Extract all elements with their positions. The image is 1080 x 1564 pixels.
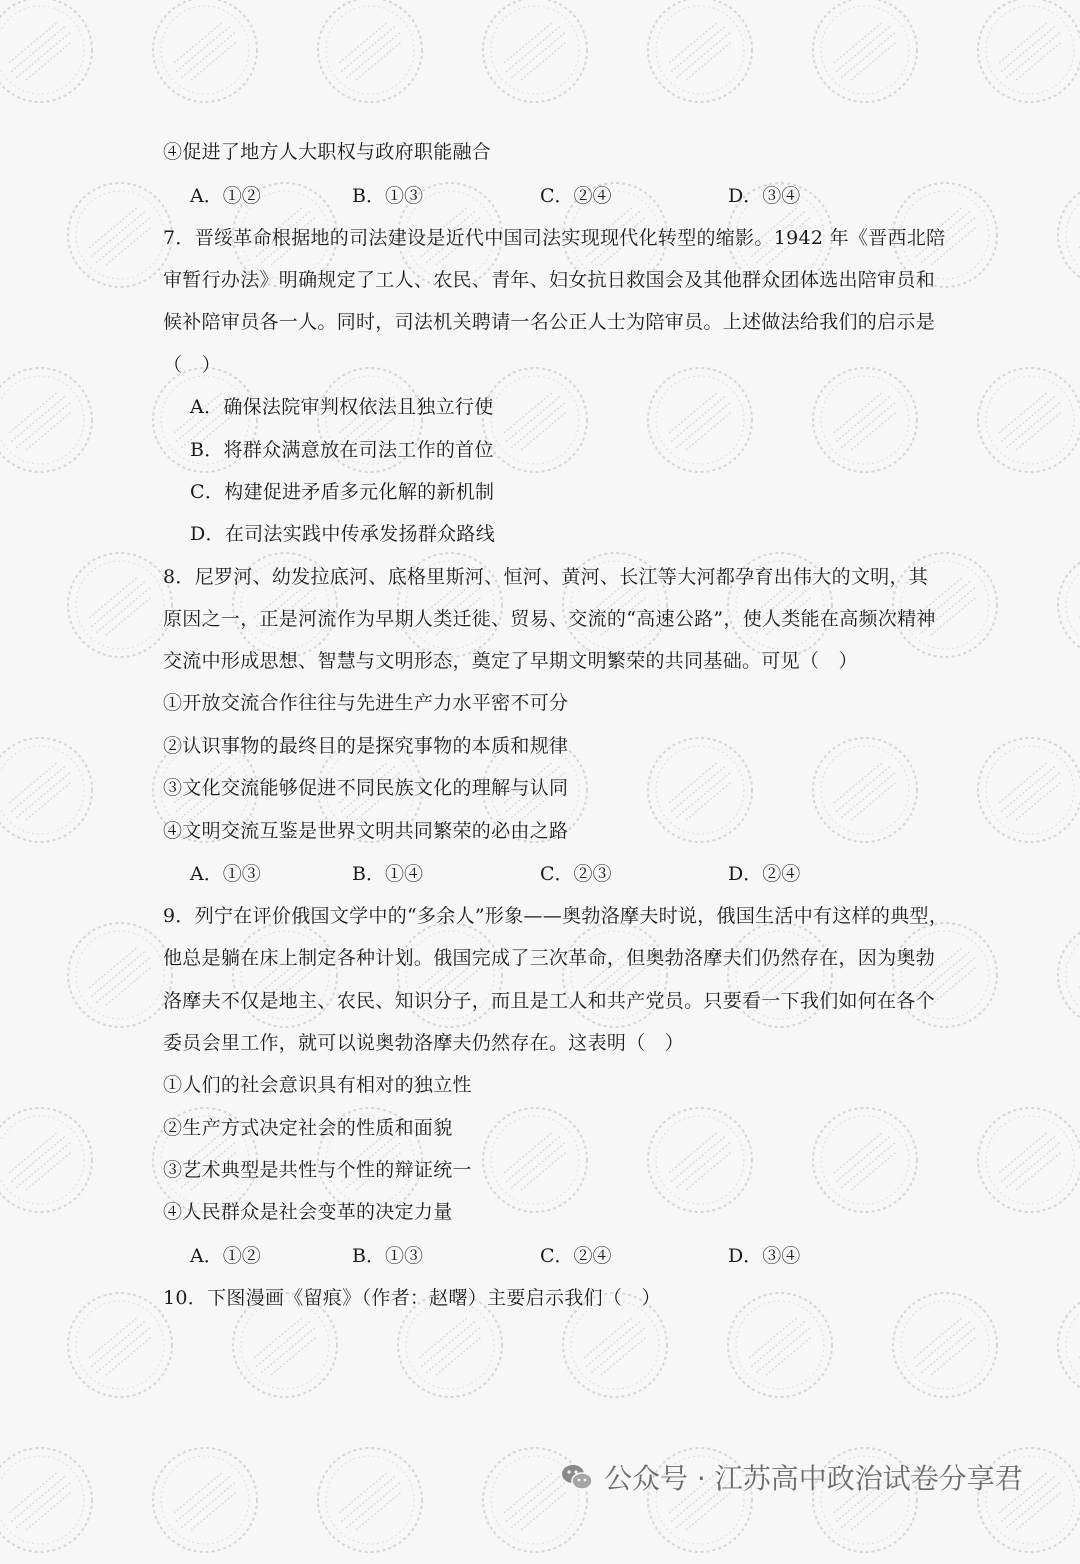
q8-item-4: ④文明交流互鉴是世界文明共同繁荣的必由之路: [163, 820, 569, 842]
q9-item-4: ④人民群众是社会变革的决定力量: [163, 1201, 453, 1223]
q6-option-d: D．③④: [728, 185, 801, 207]
q7-option-d: D．在司法实践中传承发扬群众路线: [190, 523, 496, 545]
q8-item-2: ②认识事物的最终目的是探究事物的本质和规律: [163, 735, 569, 757]
q7-option-b: B．将群众满意放在司法工作的首位: [190, 439, 494, 461]
q7-stem-line-4: （ ）: [163, 354, 221, 376]
q7-stem-line-2: 审暂行办法》明确规定了工人、农民、青年、妇女抗日救国会及其他群众团体选出陪审员和: [163, 269, 936, 291]
q8-item-3: ③文化交流能够促进不同民族文化的理解与认同: [163, 777, 569, 799]
q8-stem-line-1: 8．尼罗河、幼发拉底河、底格里斯河、恒河、黄河、长江等大河都孕育出伟大的文明，其: [163, 566, 929, 588]
q9-stem-line-1: 9．列宁在评价俄国文学中的“多余人”形象——奥勃洛摩夫时说，俄国生活中有这样的典型，: [163, 905, 949, 927]
q9-item-3: ③艺术典型是共性与个性的辩证统一: [163, 1159, 472, 1181]
q8-option-b: B．①④: [352, 863, 423, 885]
q9-item-2: ②生产方式决定社会的性质和面貌: [163, 1117, 453, 1139]
q6-option-a: A．①②: [190, 185, 261, 207]
q8-stem-line-3: 交流中形成思想、智慧与文明形态，奠定了早期文明繁荣的共同基础。可见（ ）: [163, 650, 858, 672]
q8-stem-line-2: 原因之一，正是河流作为早期人类迁徙、贸易、交流的“高速公路”，使人类能在高频次精神: [163, 608, 936, 630]
q9-stem-line-4: 委员会里工作，就可以说奥勃洛摩夫仍然存在。这表明（ ）: [163, 1032, 685, 1054]
footer-text: 公众号 · 江苏高中政治试卷分享君: [604, 1462, 1023, 1495]
q6-item-4: ④促进了地方人大职权与政府职能融合: [163, 141, 492, 163]
q7-stem-line-1: 7．晋绥革命根据地的司法建设是近代中国司法实现现代化转型的缩影。1942 年《晋西北陪: [163, 227, 946, 249]
q9-option-b: B．①③: [352, 1245, 423, 1267]
q9-stem-line-2: 他总是躺在床上制定各种计划。俄国完成了三次革命，但奥勃洛摩夫们仍然存在，因为奥勃: [163, 947, 936, 969]
q7-option-a: A．确保法院审判权依法且独立行使: [190, 396, 494, 418]
q9-option-a: A．①②: [190, 1245, 261, 1267]
q9-item-1: ①人们的社会意识具有相对的独立性: [163, 1074, 472, 1096]
q7-option-c: C．构建促进矛盾多元化解的新机制: [190, 481, 495, 503]
q8-item-1: ①开放交流合作往往与先进生产力水平密不可分: [163, 692, 569, 714]
q6-option-b: B．①③: [352, 185, 423, 207]
q9-option-c: C．②④: [540, 1245, 612, 1267]
q8-option-a: A．①③: [190, 863, 261, 885]
footer-account: [560, 1452, 1023, 1502]
q8-option-d: D．②④: [728, 863, 801, 885]
q9-option-d: D．③④: [728, 1245, 801, 1267]
wechat-icon: [560, 1460, 594, 1494]
q10-stem: 10．下图漫画《留痕》（作者：赵曙）主要启示我们（ ）: [163, 1287, 661, 1309]
q6-option-c: C．②④: [540, 185, 612, 207]
q7-stem-line-3: 候补陪审员各一人。同时，司法机关聘请一名公正人士为陪审员。上述做法给我们的启示是: [163, 311, 936, 333]
q9-stem-line-3: 洛摩夫不仅是地主、农民、知识分子，而且是工人和共产党员。只要看一下我们如何在各个: [163, 990, 936, 1012]
q8-option-c: C．②③: [540, 863, 612, 885]
